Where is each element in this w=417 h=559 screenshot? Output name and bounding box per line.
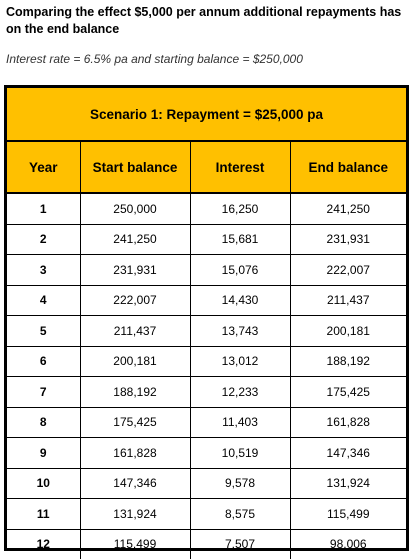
- cell-end-balance: 200,181: [290, 316, 406, 347]
- cell-end-balance: 98,006: [329, 537, 367, 552]
- table-row: [7, 285, 406, 316]
- cell-interest: 16,250: [190, 193, 290, 224]
- cell-interest: 7,507: [190, 529, 290, 559]
- table-row: [7, 468, 406, 499]
- cell-interest: 11,403: [190, 407, 290, 438]
- table-row: [7, 224, 406, 255]
- table-row: [7, 377, 406, 408]
- cell-year: 9: [7, 438, 80, 469]
- cell-year: 6: [7, 346, 80, 377]
- cell-start-balance: 161,828: [80, 438, 190, 469]
- cell-interest: 15,076: [190, 255, 290, 286]
- cell-year: 8: [7, 407, 80, 438]
- page-heading: Comparing the effect $5,000 per annum additional repayments has on the end balance: [6, 5, 402, 36]
- cell-year: 7: [7, 377, 80, 408]
- cell-end-balance: 231,931: [290, 224, 406, 255]
- table-header-row: [7, 142, 406, 193]
- cell-end-balance: 131,924: [290, 468, 406, 499]
- cell-start-balance: 175,425: [80, 407, 190, 438]
- cell-year: 4: [7, 285, 80, 316]
- table-body: [7, 193, 406, 559]
- cell-end-balance: 188,192: [290, 346, 406, 377]
- cell-year: 1: [7, 193, 80, 224]
- table-row: [7, 438, 406, 469]
- repayment-table-frame: [4, 85, 409, 551]
- cell-end-balance: 211,437: [290, 285, 406, 316]
- cell-start-balance: 241,250: [80, 224, 190, 255]
- table-row: [7, 255, 406, 286]
- cell-end-balance: 222,007: [290, 255, 406, 286]
- cell-year: 12: [7, 529, 80, 559]
- table-row: [7, 193, 406, 224]
- cell-interest: 14,430: [190, 285, 290, 316]
- cell-start-balance: 250,000: [80, 193, 190, 224]
- cell-end-balance: 241,250: [290, 193, 406, 224]
- table-row: [7, 316, 406, 347]
- table-row: [7, 499, 406, 530]
- cell-start-balance: 222,007: [80, 285, 190, 316]
- column-header-year: Year: [7, 142, 80, 193]
- cell-interest: 8,575: [190, 499, 290, 530]
- cell-year: 5: [7, 316, 80, 347]
- scenario-title: Scenario 1: Repayment = $25,000 pa: [7, 88, 406, 142]
- cell-start-balance: 188,192: [80, 377, 190, 408]
- cell-interest: 15,681: [190, 224, 290, 255]
- cell-end-balance: 161,828: [290, 407, 406, 438]
- table-row: [7, 407, 406, 438]
- cell-interest: 12,233: [190, 377, 290, 408]
- cell-end-balance: 147,346: [290, 438, 406, 469]
- cell-end-balance: 175,425: [290, 377, 406, 408]
- cell-interest: 10,519: [190, 438, 290, 469]
- cell-year: 11: [7, 499, 80, 530]
- cell-year: 2: [7, 224, 80, 255]
- cell-start-balance: 231,931: [80, 255, 190, 286]
- cell-interest: 13,012: [190, 346, 290, 377]
- cell-interest: 13,743: [190, 316, 290, 347]
- cell-start-balance: 131,924: [80, 499, 190, 530]
- column-header-start-balance: Start balance: [80, 142, 190, 193]
- repayment-table: [7, 142, 406, 559]
- table-row: [7, 346, 406, 377]
- cell-interest: 9,578: [190, 468, 290, 499]
- column-header-end-balance: End balance: [290, 142, 406, 193]
- cell-start-balance: 115,499: [80, 529, 190, 559]
- page-subheading: Interest rate = 6.5% pa and starting balance = $250,000: [6, 52, 303, 66]
- cell-start-balance: 200,181: [80, 346, 190, 377]
- cell-end-balance: 115,499: [290, 499, 406, 530]
- table-row: [7, 529, 406, 559]
- cell-start-balance: 147,346: [80, 468, 190, 499]
- cell-year: 3: [7, 255, 80, 286]
- cell-start-balance: 211,437: [80, 316, 190, 347]
- cell-year: 10: [7, 468, 80, 499]
- column-header-interest: Interest: [190, 142, 290, 193]
